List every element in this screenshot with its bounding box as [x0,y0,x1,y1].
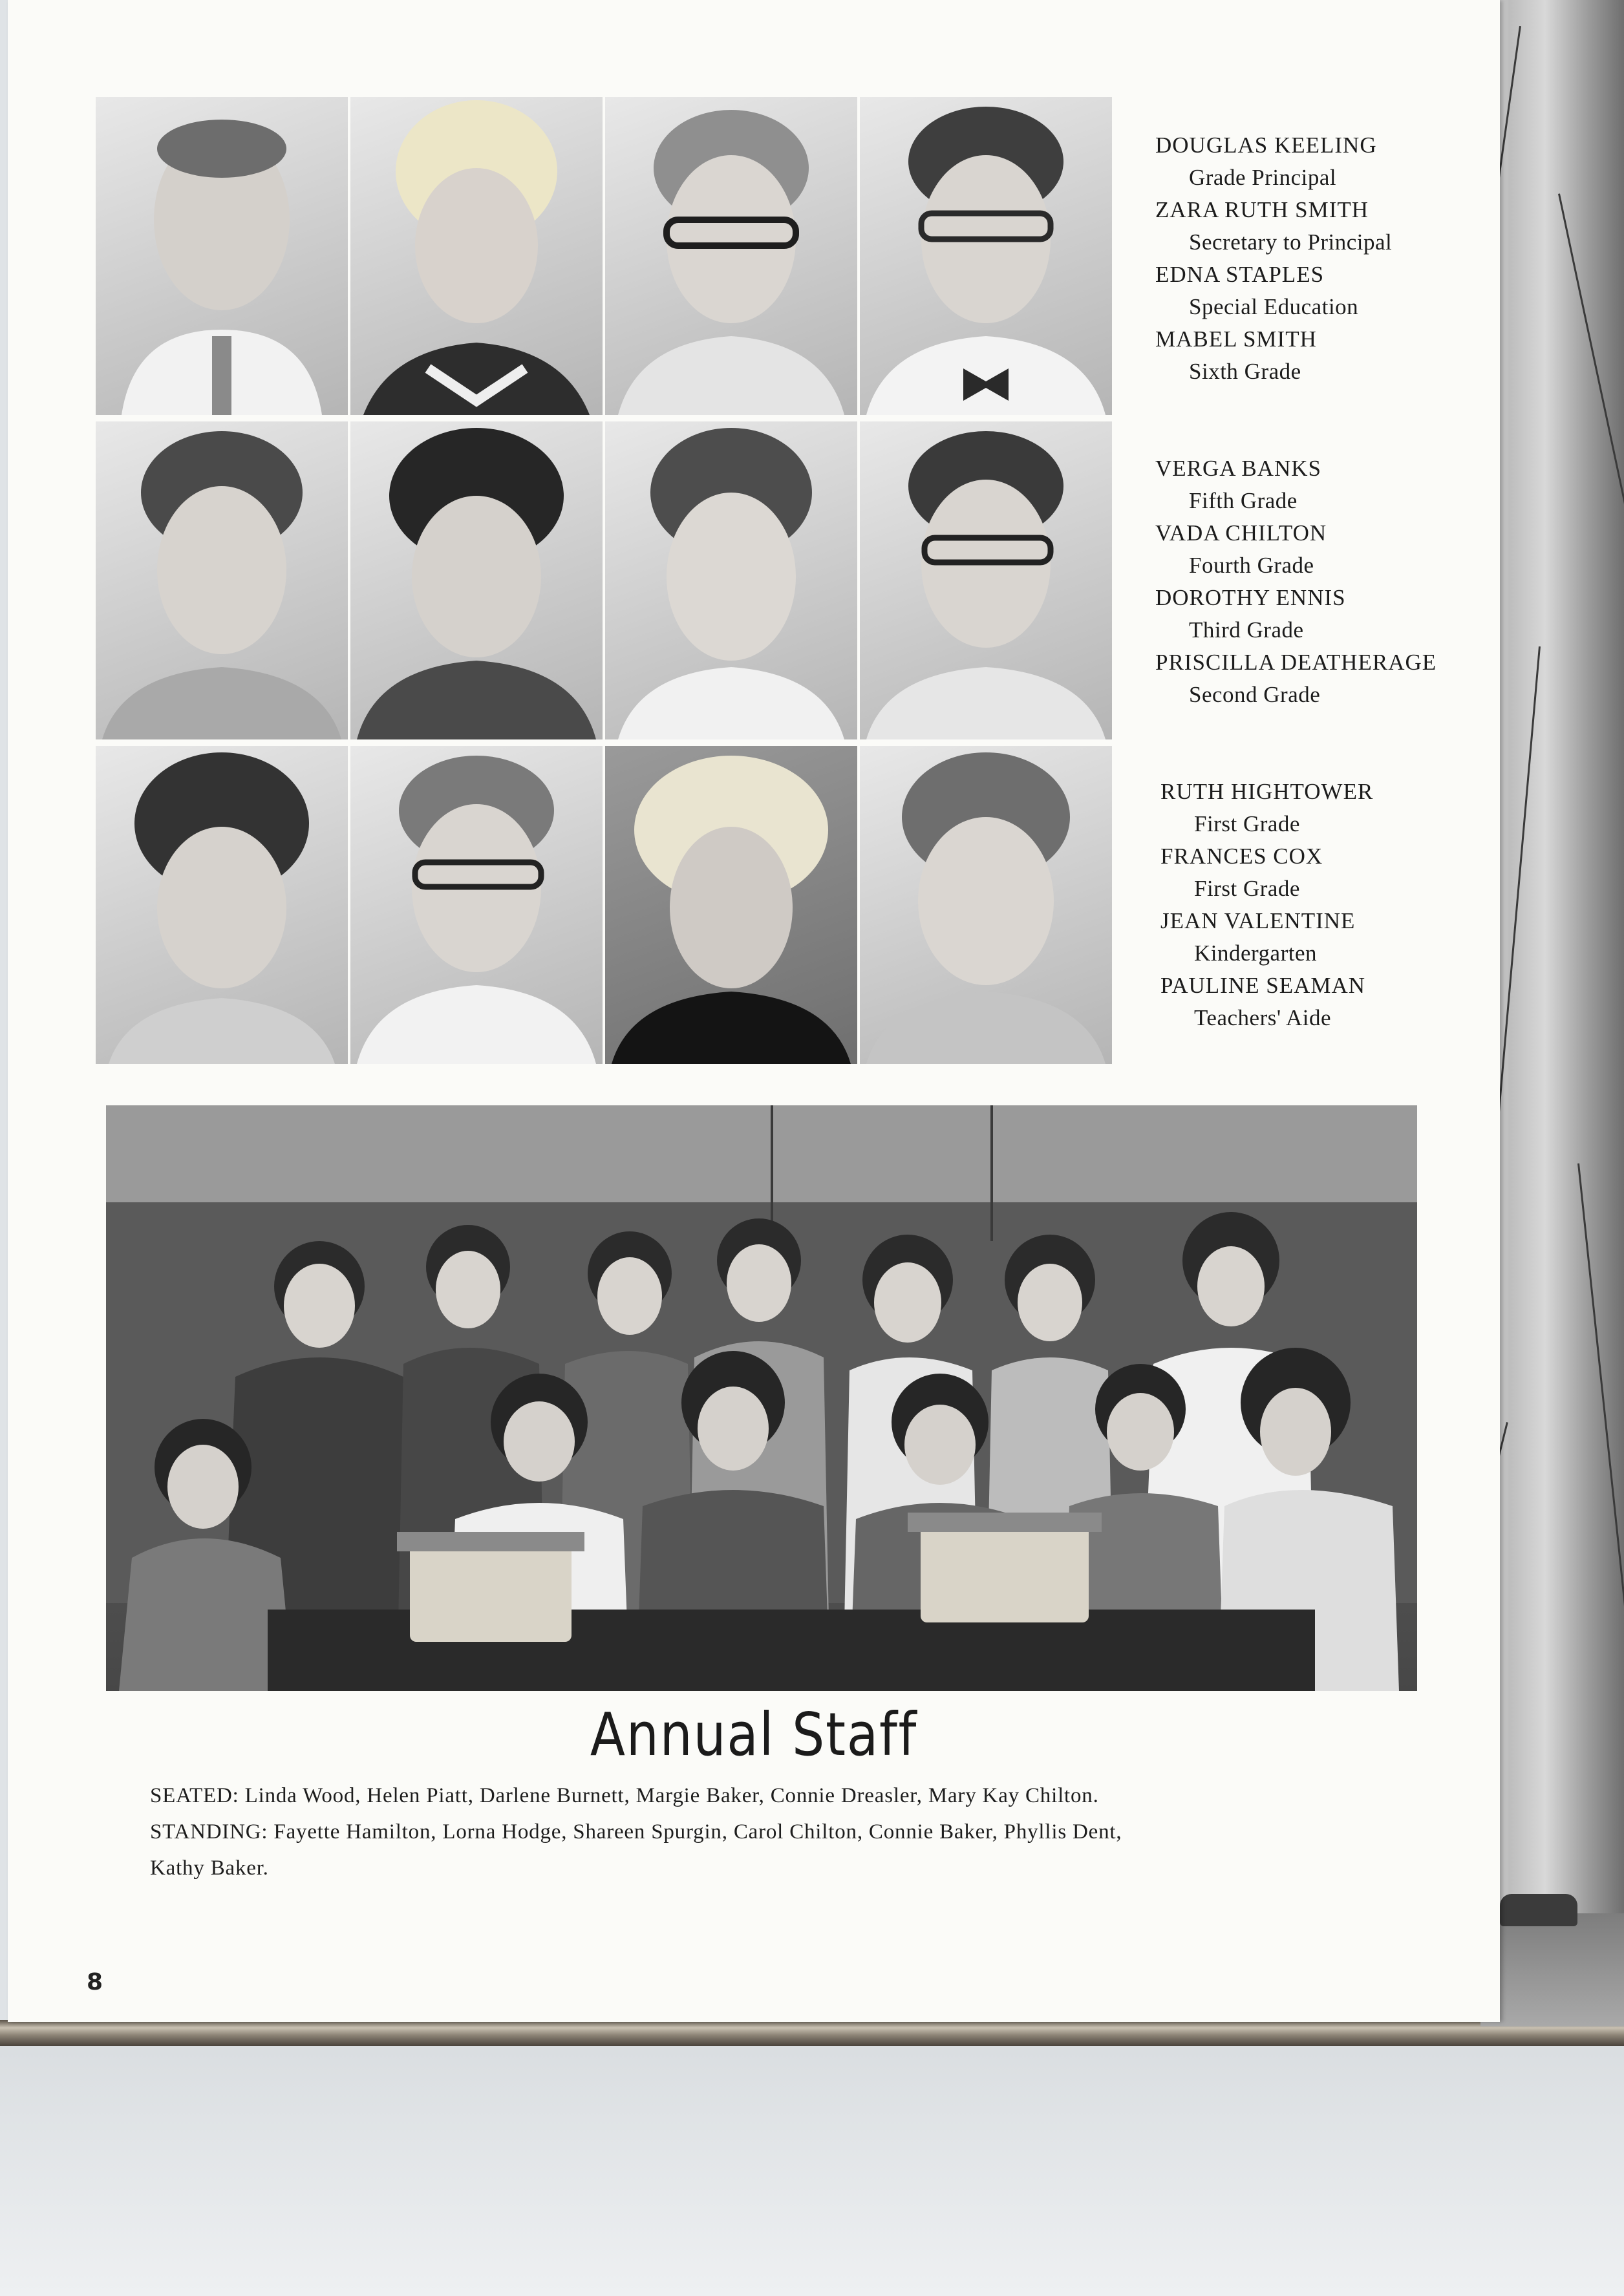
ground [1480,1913,1624,2026]
portrait-photo [350,421,603,739]
portrait-photo [860,421,1112,739]
faculty-caption-group-1 [1155,129,1392,388]
faculty-name: JEAN VALENTINE [1160,908,1356,933]
adjacent-page-photo [1480,0,1624,2026]
car [1500,1894,1577,1926]
faculty-name: RUTH HIGHTOWER [1160,779,1374,804]
faculty-role: Teachers' Aide [1194,1005,1332,1030]
faculty-name: MABEL SMITH [1155,326,1317,352]
staff-seated-line: SEATED: Linda Wood, Helen Piatt, Darlene Burnett, Margie Baker, Connie Dreasler, Mary Kay Chilton. [150,1784,1099,1807]
faculty-name: FRANCES COX [1160,844,1323,869]
faculty-name: VERGA BANKS [1155,456,1322,481]
faculty-name: EDNA STAPLES [1155,262,1325,287]
portrait-photo [860,97,1112,415]
portrait-photo [96,421,348,739]
faculty-name: PRISCILLA DEATHERAGE [1155,650,1437,675]
staff-standing-line: STANDING: Fayette Hamilton, Lorna Hodge, Shareen Spurgin, Carol Chilton, Connie Baker, Phyllis Dent, [150,1820,1122,1844]
faculty-role: Fourth Grade [1189,553,1314,578]
faculty-role: Second Grade [1189,682,1321,707]
faculty-role: Kindergarten [1194,941,1318,966]
yearbook-page [8,0,1500,2022]
faculty-role: Fifth Grade [1189,488,1298,513]
portrait-photo [605,421,857,739]
portrait-photo [96,746,348,1064]
scanner-background [0,2036,1624,2296]
annual-staff-group-photo [106,1105,1417,1691]
faculty-name: DOROTHY ENNIS [1155,585,1346,610]
portrait-photo [860,746,1112,1064]
faculty-caption-group-3 [1160,776,1373,1034]
portrait-photo [350,746,603,1064]
portrait-photo [605,746,857,1064]
portrait-photo [96,97,348,415]
faculty-role: Sixth Grade [1189,359,1301,384]
tree-branch [1558,193,1624,636]
faculty-caption-group-2 [1155,452,1437,711]
portrait-photo [605,97,857,415]
faculty-role: Special Education [1189,294,1359,319]
binding-edge [0,2020,1624,2046]
section-title: Annual Staff [590,1700,918,1769]
faculty-role: First Grade [1194,876,1300,901]
portrait-photo [350,97,603,415]
faculty-role: First Grade [1194,811,1300,836]
faculty-name: ZARA RUTH SMITH [1155,197,1369,222]
faculty-role: Third Grade [1189,617,1304,643]
faculty-name: DOUGLAS KEELING [1155,133,1377,158]
staff-standing-line-cont: Kathy Baker. [150,1856,269,1880]
faculty-role: Secretary to Principal [1189,229,1393,255]
faculty-role: Grade Principal [1189,165,1337,190]
faculty-name: VADA CHILTON [1155,520,1327,546]
page-number: 8 [87,1969,103,1995]
faculty-name: PAULINE SEAMAN [1160,973,1366,998]
tree-branch [1577,1164,1624,1678]
staff-names-caption [150,1778,1417,1886]
